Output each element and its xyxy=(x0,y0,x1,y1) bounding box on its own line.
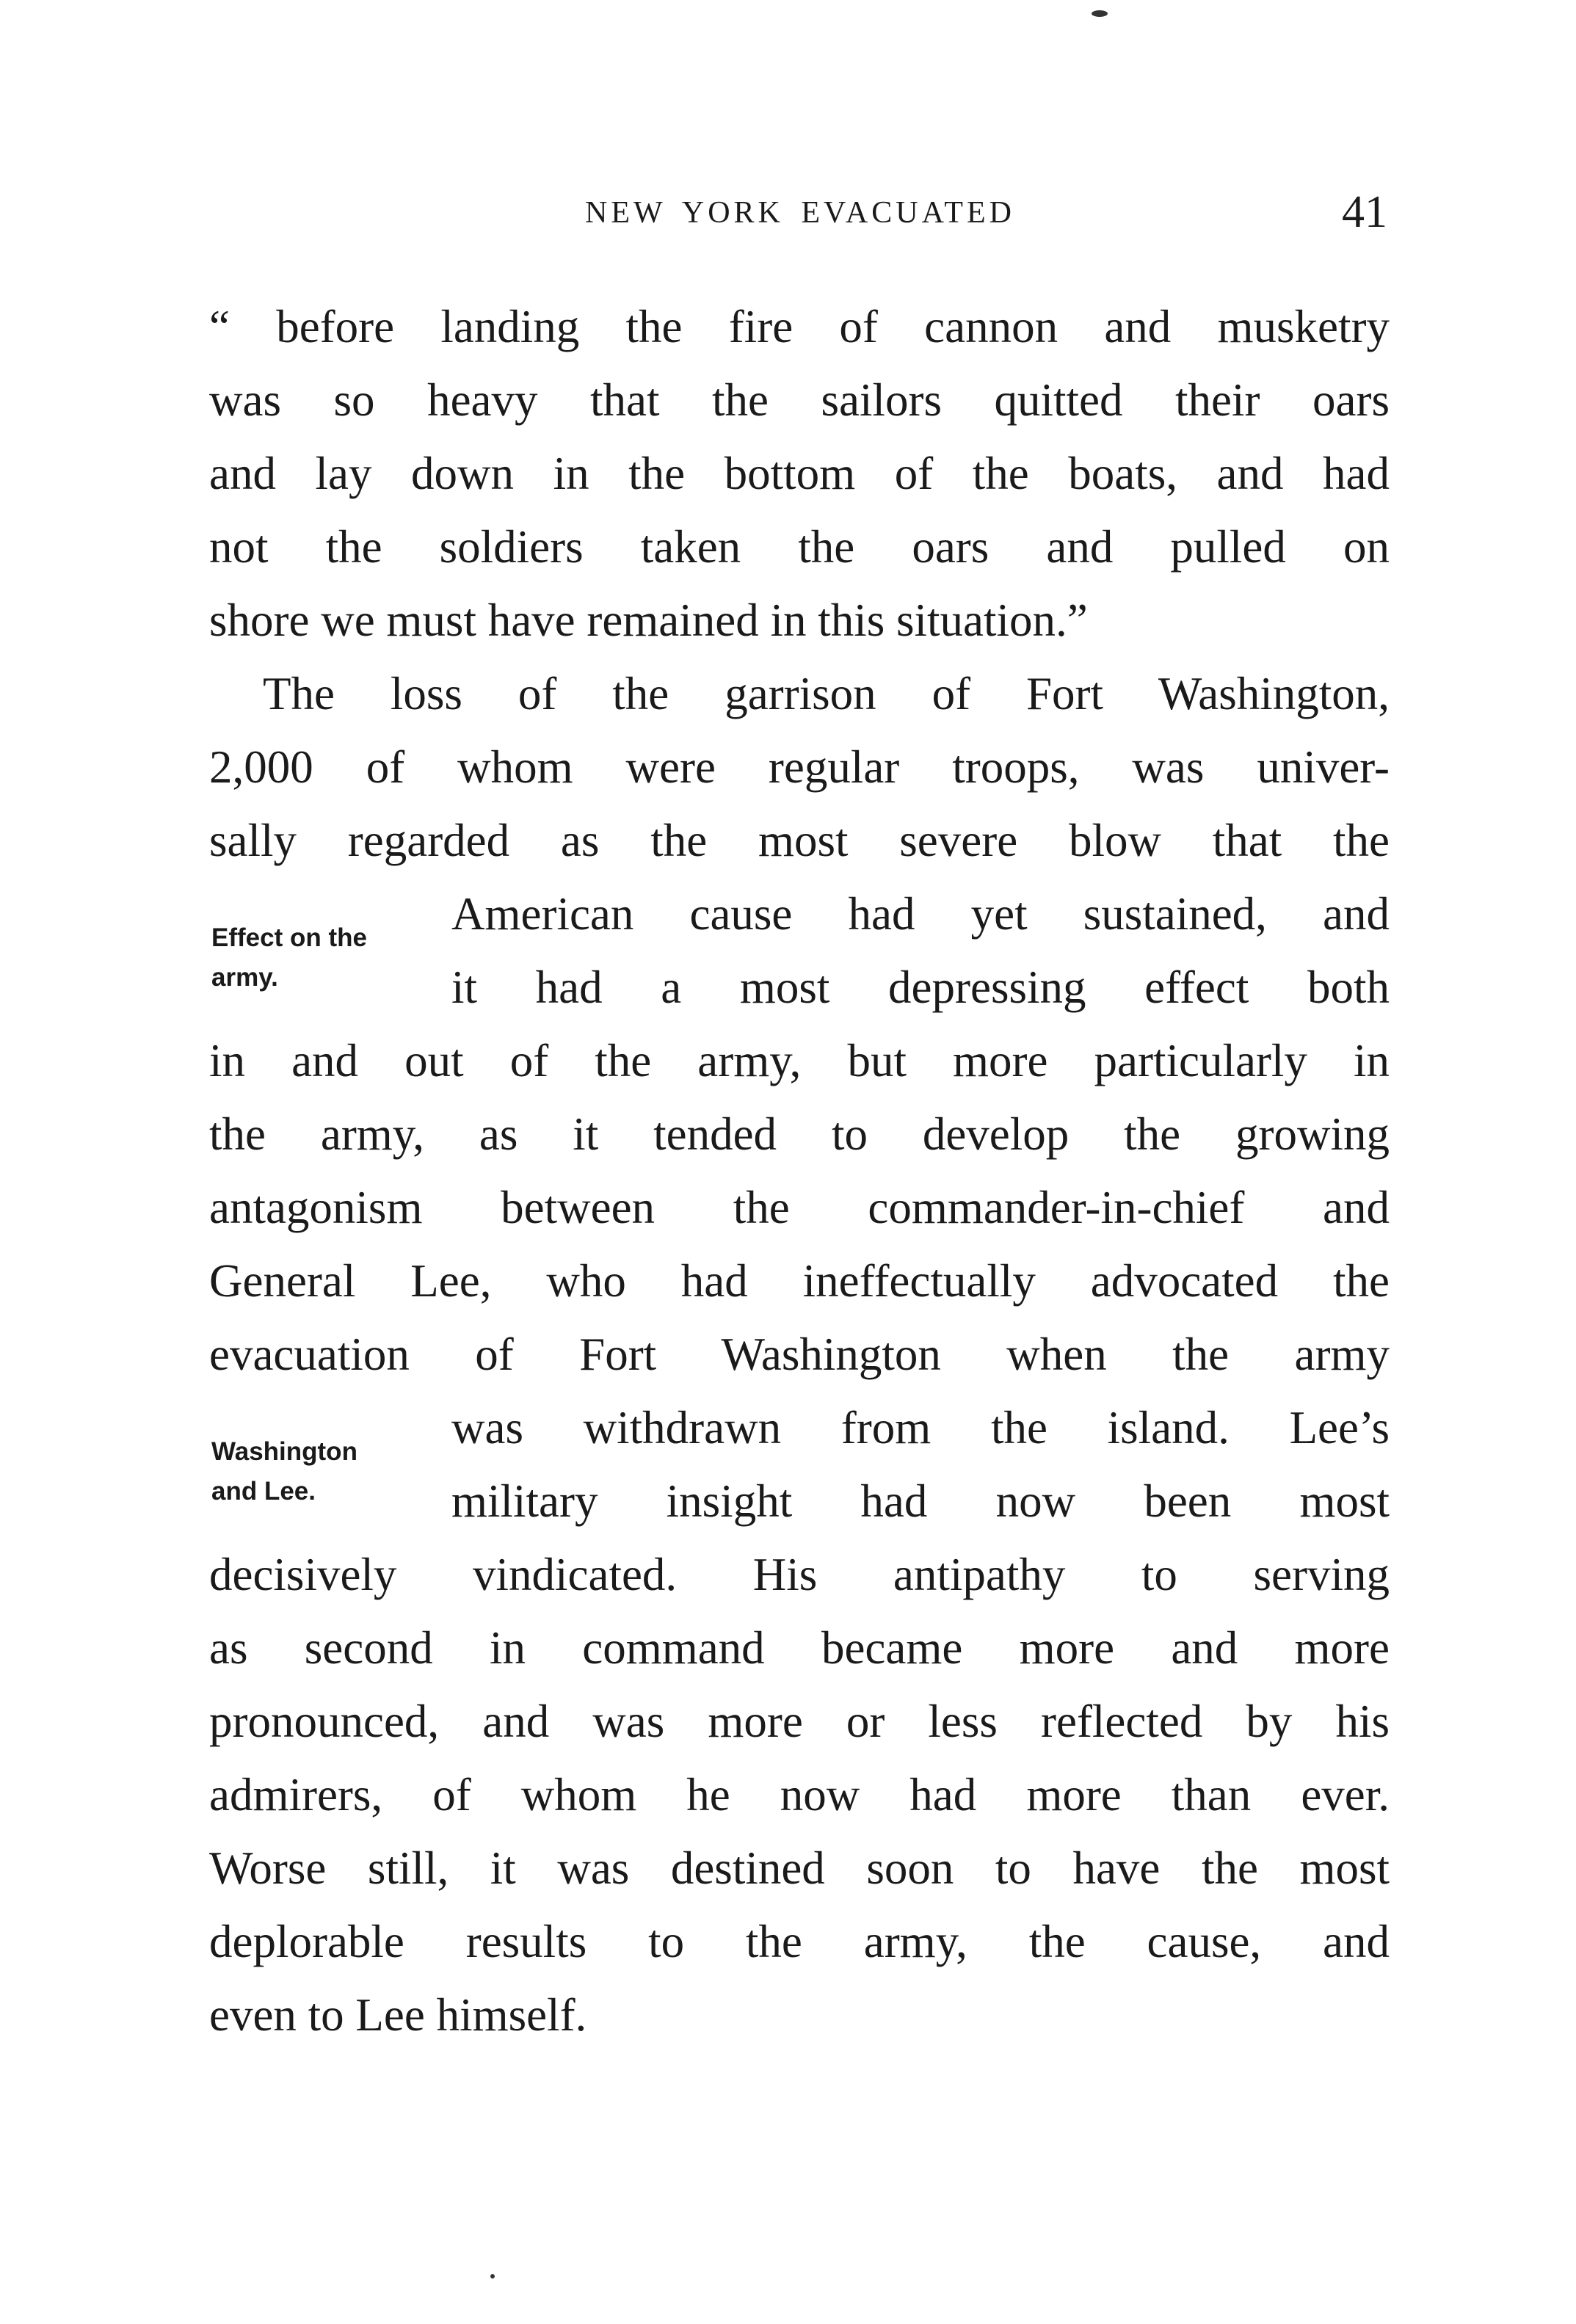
body-line: military insight had now been most xyxy=(451,1475,1390,1527)
body-line: as second in command became more and more xyxy=(209,1622,1390,1674)
running-title: NEW YORK EVACUATED xyxy=(585,196,1015,230)
body-line: decisively vindicated. His antipathy to serving xyxy=(209,1549,1390,1600)
body-line: antagonism between the commander-in-chief and xyxy=(209,1182,1390,1233)
margin-note-effect-on-army xyxy=(211,923,367,992)
body-line: admirers, of whom he now had more than ever. xyxy=(209,1769,1390,1820)
body-line: The loss of the garrison of Fort Washington, xyxy=(263,668,1390,719)
body-line: shore we must have remained in this situation.” xyxy=(209,595,1088,646)
body-line: not the soldiers taken the oars and pulled on xyxy=(209,521,1390,573)
body-line: sally regarded as the most severe blow that the xyxy=(209,815,1390,866)
page-number: 41 xyxy=(1342,187,1387,237)
body-line: it had a most depressing effect both xyxy=(451,962,1390,1013)
margin-note-line: and Lee. xyxy=(211,1477,316,1506)
body-line: the army, as it tended to develop the growing xyxy=(209,1108,1390,1160)
body-line: was withdrawn from the island. Lee’s xyxy=(451,1402,1390,1453)
margin-note-washington-and-lee xyxy=(211,1437,357,1506)
running-head xyxy=(213,189,1387,248)
body-line: “ before landing the fire of cannon and musketry xyxy=(209,301,1390,352)
margin-note-line: Washington xyxy=(211,1437,357,1466)
body-line: even to Lee himself. xyxy=(209,1989,587,2041)
body-line: was so heavy that the sailors quitted their oars xyxy=(209,374,1390,426)
body-line: and lay down in the bottom of the boats, and had xyxy=(209,448,1390,499)
body-line: Worse still, it was destined soon to have the most xyxy=(209,1842,1390,1894)
print-speck xyxy=(490,2274,495,2278)
body-line: American cause had yet sustained, and xyxy=(451,888,1390,940)
body-line: evacuation of Fort Washington when the army xyxy=(209,1329,1390,1380)
body-line: in and out of the army, but more particularly in xyxy=(209,1035,1390,1086)
margin-note-line: Effect on the xyxy=(211,923,367,952)
margin-note-line: army. xyxy=(211,963,278,992)
body-line: pronounced, and was more or less reflected by his xyxy=(209,1696,1390,1747)
body-line: General Lee, who had ineffectually advocated the xyxy=(209,1255,1390,1307)
body-line: 2,000 of whom were regular troops, was univer- xyxy=(209,741,1390,793)
print-speck xyxy=(1092,10,1108,17)
body-line: deplorable results to the army, the cause, and xyxy=(209,1916,1390,1967)
